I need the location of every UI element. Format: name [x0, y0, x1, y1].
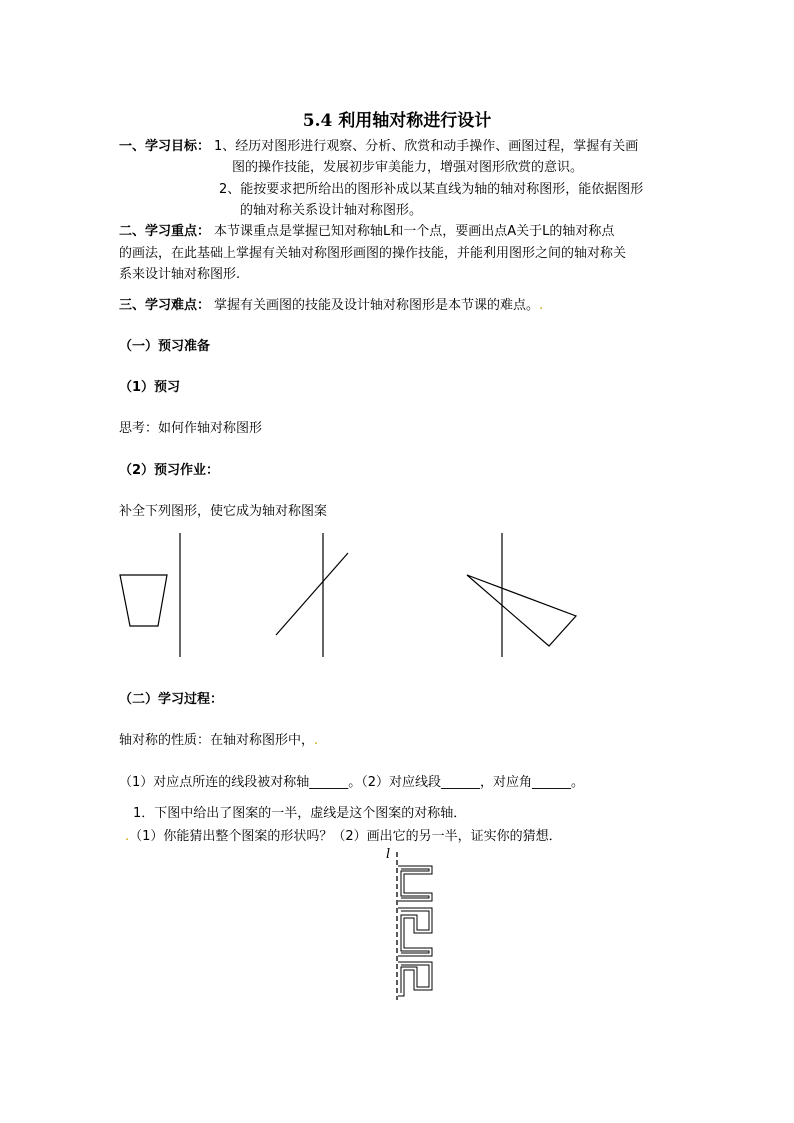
difficulty-dot: . [539, 298, 544, 313]
difficulty-body: 掌握有关画图的技能及设计轴对称图形是本节课的难点。 [214, 298, 540, 313]
task-instruction: 补全下列图形，使它成为轴对称图案 [119, 504, 328, 519]
property-dot: . [314, 733, 319, 748]
section-2-heading: （二）学习过程： [119, 692, 224, 707]
objective-2-line-2: 的轴对称关系设计轴对称图形。 [240, 203, 423, 218]
axis-label: l [386, 847, 391, 862]
question-1: 1．下图中给出了图案的一半，虚线是这个图案的对称轴． [133, 806, 467, 821]
property-text: 轴对称的性质：在轴对称图形中， [119, 733, 315, 748]
question-1-dot: . [125, 829, 130, 844]
objectives-label: 一、学习目标： [119, 139, 211, 154]
objective-2-line-1: 2、能按要求把所给出的图形补成以某直线为轴的轴对称图形，能依据图形 [219, 182, 644, 197]
think-question: 思考：如何作轴对称图形 [119, 421, 263, 436]
section-1-sub-2: （2）预习作业： [119, 463, 220, 478]
objective-1-line-2: 图的操作技能，发展初步审美能力，增强对图形欣赏的意识。 [232, 160, 584, 175]
section-1-heading: （一）预习准备 [119, 339, 211, 354]
pattern-half [398, 866, 432, 996]
section-1-sub-1: （1）预习 [119, 380, 181, 395]
page-title: 5.4 利用轴对称进行设计 [302, 111, 492, 131]
key-points-line-2: 的画法，在此基础上掌握有关轴对称图形画图的操作技能，并能利用图形之间的轴对称关 [119, 246, 627, 261]
question-1-sub-text: （1）你能猜出整个图案的形状吗？（2）画出它的另一半，证实你的猜想． [129, 829, 562, 844]
key-points-label: 二、学习重点： [119, 224, 211, 239]
objective-1-line-1: 1、经历对图形进行观察、分析、欣赏和动手操作、画图过程，掌握有关画 [214, 139, 639, 154]
fill-blank-line: （1）对应点所连的线段被对称轴______。（2）对应线段______，对应角______。 [119, 775, 585, 790]
key-points-line-3: 系来设计轴对称图形. [119, 267, 241, 282]
difficulty-label: 三、学习难点： [119, 298, 211, 313]
key-points-line-1: 本节课重点是掌握已知对称轴L和一个点，要画出点A关于L的轴对称点 [214, 224, 615, 239]
